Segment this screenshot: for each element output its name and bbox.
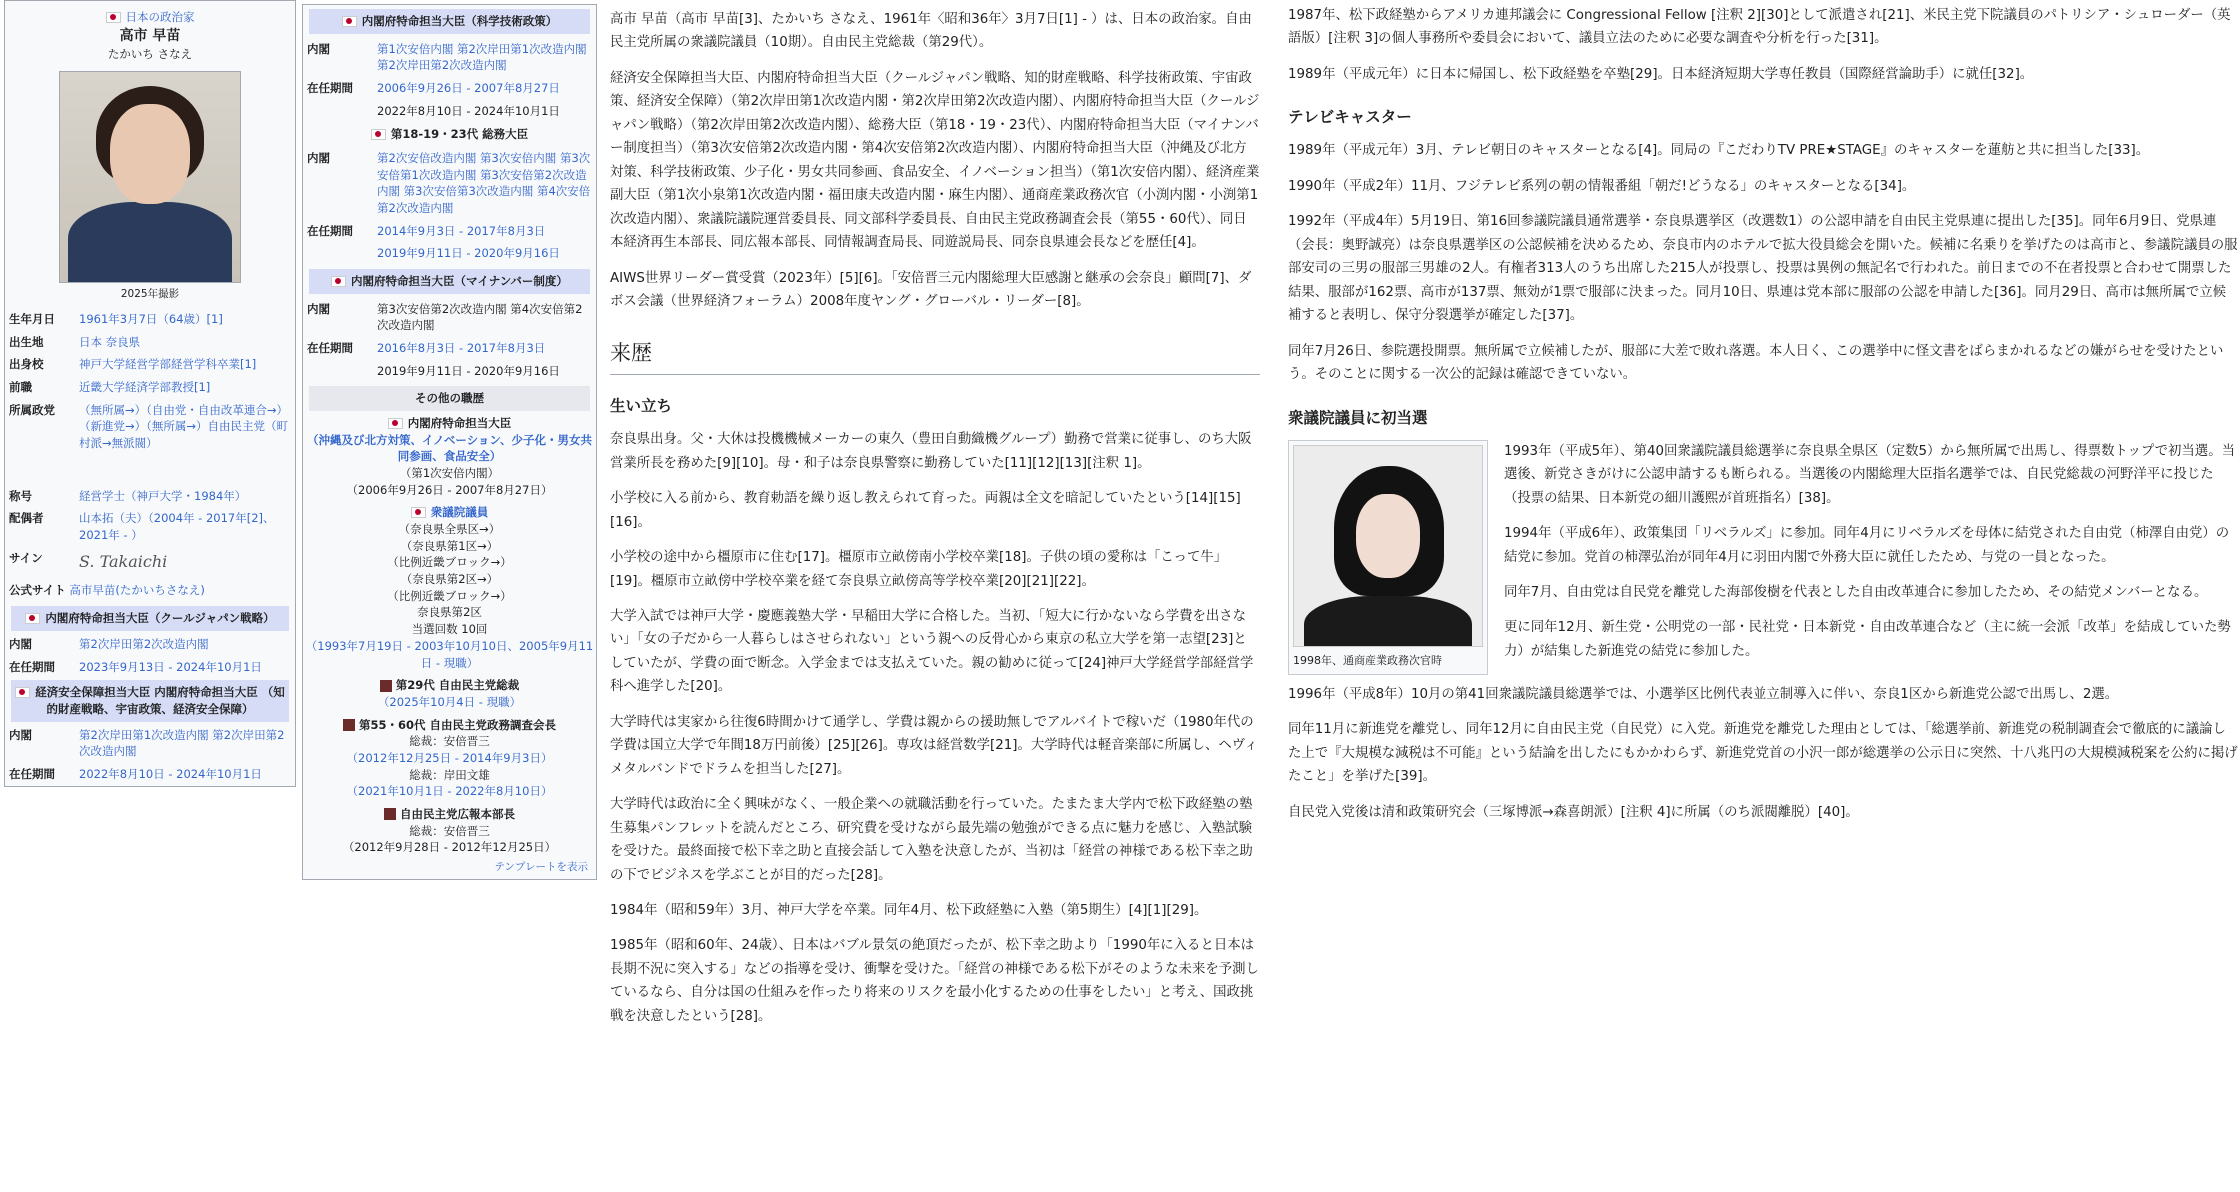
other5-line: 総裁：安倍晋三 xyxy=(409,823,490,838)
show-template-link[interactable]: テンプレートを表示 xyxy=(494,860,588,873)
lead-paragraph: AIWS世界リーダー賞受賞（2023年）[5][6]。「安倍晋三元内閣総理大臣感謝と継承の会奈良」顧問[7]、ダボス会議（世界経済フォーラム）2008年度ヤング・グローバル・リーダー[8]。 xyxy=(610,270,1252,309)
other1-cabinet: （第1次安倍内閣） xyxy=(399,466,500,481)
subsection-heading: 生い立ち xyxy=(610,397,673,416)
other4-line[interactable]: （2012年12月25日 - 2014年9月3日） xyxy=(346,750,553,765)
japan-flag-icon xyxy=(411,507,426,518)
portrait-photo[interactable] xyxy=(59,71,241,283)
paragraph: 1987年、松下政経塾からアメリカ連邦議会に Congressional Fellow [注釈 2][30]として派遣され[21]、米民主党下院議員のパトリシア・シュローダー（英語版）[注釈 3]の個人事務所や委員会において、議員立法のために必要な調査や分析を行った[31]。 xyxy=(1288,8,2231,47)
label-term: 在任期間 xyxy=(9,767,55,782)
label-cabinet: 内閣 xyxy=(307,151,330,166)
position-band-security[interactable] xyxy=(11,680,289,721)
value-birthdate[interactable]: 1961年3月7日（64歳）[1] xyxy=(79,311,223,326)
label-website: 公式サイト xyxy=(9,582,66,597)
other2-line: （比例近畿ブロック→） xyxy=(387,588,512,603)
paragraph: 奈良県出身。父・大休は投機機械メーカーの東久（豊田自動織機グループ）勤務で営業に従事し、のち大阪営業所長を務めた[9][10]。母・和子は奈良県警察に勤務していた[11][12][13][注釈 1]。 xyxy=(610,432,1252,471)
other3-title[interactable]: 第29代 自由民主党総裁 xyxy=(395,678,520,693)
article-body-right xyxy=(1288,4,2238,836)
value-degree[interactable]: 経営学士（神戸大学・1984年） xyxy=(79,488,247,503)
other2-title[interactable]: 衆議院議員 xyxy=(430,505,489,520)
position-band-internal-affairs[interactable] xyxy=(309,126,590,143)
label-birthdate: 生年月日 xyxy=(9,311,55,326)
other-position-1 xyxy=(303,415,596,498)
paragraph: 1992年（平成4年）5月19日、第16回参議院議員通常選挙・奈良県選挙区（改選数1）の公認申請を自由民主党県連に提出した[35]。同年6月9日、党県連（会長：奥野誠亮）は奈良県選挙区の公認候補を決めるため、奈良市内のホテルで拡大役員総会を開いた。候補に名乗りを挙げたのは高市と、参議院議員の服部安司の三男の服部三男雄の2人。有権者313人のうち出席した215人が投票し、投票は異例の無記名で行われた。前日までの不在者投票と合わせて開票した結果、服部が162票、高市が137票、無効が1票で服部に決まった。同月10日、県連は党本部に服部の公認を申請した[36]。同月29日、高市は無所属で立候補すると表明し、保守分裂選挙が確定した[37]。 xyxy=(1288,214,2238,324)
paragraph: 1990年（平成2年）11月、フジテレビ系列の朝の情報番組「朝だ!どうなる」のキャスターとなる[34]。 xyxy=(1288,178,1916,194)
section-heading: 来歴 xyxy=(610,335,1260,375)
position-band-cooljapan[interactable] xyxy=(11,606,289,631)
value-spouse[interactable]: 山本拓（夫）（2004年 - 2017年[2]、2021年 - ） xyxy=(79,511,275,542)
label-empty xyxy=(303,100,373,123)
japan-flag-icon xyxy=(342,16,357,27)
label-term: 在任期間 xyxy=(307,223,353,238)
paragraph: 自民党入党後は清和政策研究会（三塚博派→森喜朗派）[注釈 4]に所属（のち派閥離脱）[40]。 xyxy=(1288,804,1859,820)
other2-line: （奈良県第1区→） xyxy=(400,538,499,553)
label-previous-job: 前職 xyxy=(9,379,32,394)
band-label: 内閣府特命担当大臣（クールジャパン戦略） xyxy=(45,611,275,626)
value-term-2[interactable]: 2019年9月11日 - 2020年9月16日 xyxy=(377,246,560,261)
label-term: 在任期間 xyxy=(307,341,353,356)
other2-term[interactable]: （1993年7月19日 - 2003年10月10日、2005年9月11日 - 現職） xyxy=(305,638,594,670)
japan-flag-icon xyxy=(371,129,386,140)
party-emblem-icon xyxy=(384,808,396,820)
other2-line: （比例近畿ブロック→） xyxy=(387,555,512,570)
other1-portfolio[interactable]: （沖縄及び北方対策、イノベーション、少子化・男女共同参画、食品安全） xyxy=(307,432,592,464)
other2-line: 当選回数 10回 xyxy=(411,622,488,637)
value-term[interactable]: 2023年9月13日 - 2024年10月1日 xyxy=(79,659,262,674)
paragraph: 小学校の途中から橿原市に住む[17]。橿原市立畝傍南小学校卒業[18]。子供の頃の愛称は「こって牛」[19]。橿原市立畝傍中学校卒業を経て奈良県立畝傍高等学校卒業[20][21][22]。 xyxy=(610,550,1228,589)
other-positions-header: その他の職歴 xyxy=(309,386,590,411)
party-emblem-icon xyxy=(343,719,355,731)
value-term[interactable]: 2014年9月3日 - 2017年8月3日 xyxy=(377,223,546,238)
value-cabinet[interactable]: 第2次安倍改造内閣 第3次安倍内閣 第3次安倍第1次改造内閣 第3次安倍第2次改造内閣 第3次安倍第3次改造内閣 第4次安倍第2次改造内閣 xyxy=(377,151,591,216)
label-cabinet: 内閣 xyxy=(9,727,32,742)
position-band-science[interactable] xyxy=(309,9,590,34)
value-term[interactable]: 2022年8月10日 - 2024年10月1日 xyxy=(79,767,262,782)
subsection-heading: 衆議院議員に初当選 xyxy=(1288,408,1428,427)
paragraph: 1989年（平成元年）3月、テレビ朝日のキャスターとなる[4]。同局の『こだわりTV PRE★STAGE』のキャスターを蓮舫と共に担当した[33]。 xyxy=(1288,143,2150,159)
thumbnail-caption: 1998年、通商産業政務次官時 xyxy=(1293,653,1442,667)
paragraph: 同年7月26日、参院選投開票。無所属で立候補したが、服部に大差で敗れ落選。本人日く、この選挙中に怪文書をばらまかれるなどの嫌がらせを受けたという。そのことに関する一次公的記録は確認できていない。 xyxy=(1288,343,2224,383)
paragraph: 小学校に入る前から、教育勅語を繰り返し教えられて育った。両親は全文を暗記していたという[14][15][16]。 xyxy=(610,491,1241,530)
subsection-heading: テレビキャスター xyxy=(1288,108,1412,127)
person-name: 高市 早苗 xyxy=(119,27,181,44)
value-cabinet[interactable]: 第2次岸田第2次改造内閣 xyxy=(79,637,209,652)
paragraph: 大学入試では神戸大学・慶應義塾大学・早稲田大学に合格した。当初、「短大に行かないなら学費を出さない」「女の子だから一人暮らしはさせられない」という親への反骨心から東京の私立大学を第一志望[23]としていたが、学費の面で断念。入学金までは支払えていた。親の勧めに従って[24]神戸大学経営学部経営学科へ進学した[20]。 xyxy=(610,609,1254,695)
other-position-5 xyxy=(303,806,596,856)
other4-line[interactable]: （2021年10月1日 - 2022年8月10日） xyxy=(346,784,553,799)
value-term[interactable]: 2006年9月26日 - 2007年8月27日 xyxy=(377,81,560,96)
value-school[interactable]: 神戸大学経営学部経営学科卒業[1] xyxy=(79,357,257,372)
paragraph: 大学時代は実家から往復6時間かけて通学し、学費は親からの援助無しでアルバイトで稼いだ（1980年代の学費は国立大学で年間18万円前後）[25][26]。専攻は経営数学[21]。大学時代は軽音楽部に所属し、ヘヴィメタルバンドでドラムを担当した[27]。 xyxy=(610,714,1258,777)
label-school: 出身校 xyxy=(9,357,44,372)
paragraph: 大学時代は政治に全く興味がなく、一般企業への就職活動を行っていた。たまたま大学内で松下政経塾の塾生募集パンフレットを読んだところ、研究費を受けながら最先端の勉強ができる点に魅力を感じ、入塾試験を受けた。最終面接で松下幸之助と直接会話して入塾を決意したが、当初は「経営の神様である松下幸之助の下でビジネスを学ぶことが目的だった[28]。 xyxy=(610,797,1253,883)
band-label: 経済安全保障担当大臣 内閣府特命担当大臣 （知的財産戦略、宇宙政策、経済安全保障） xyxy=(35,685,285,717)
official-site-link[interactable]: 高市早苗(たかいちさなえ) xyxy=(69,582,205,597)
japan-flag-icon xyxy=(388,418,403,429)
value-cabinet[interactable]: 第2次岸田第1次改造内閣 第2次岸田第2次改造内閣 xyxy=(79,727,285,759)
other-position-2 xyxy=(303,504,596,671)
other2-line: （奈良県第2区→） xyxy=(400,572,499,587)
value-cabinet[interactable]: 第1次安倍内閣 第2次岸田第1次改造内閣 第2次岸田第2次改造内閣 xyxy=(377,41,587,73)
label-cabinet: 内閣 xyxy=(307,41,330,56)
label-birthplace: 出生地 xyxy=(9,334,44,349)
label-signature: サイン xyxy=(9,550,43,565)
category-link[interactable]: 日本の政治家 xyxy=(125,10,195,24)
infobox-positions xyxy=(302,4,597,880)
band-label: 第18-19・23代 総務大臣 xyxy=(390,127,529,142)
other5-title[interactable]: 自由民主党広報本部長 xyxy=(400,806,515,821)
other4-line: 総裁：岸田文雄 xyxy=(409,767,490,782)
label-empty xyxy=(303,360,373,383)
paragraph: 1996年（平成8年）10月の第41回衆議院議員総選挙では、小選挙区比例代表並立制導入に伴い、奈良1区から新進党公認で出馬し、2選。 xyxy=(1288,686,2119,702)
other2-line: 奈良県第2区 xyxy=(417,605,482,620)
paragraph: 同年7月、自由党は自民党を離党した海部俊樹を代表とした自由改革連合に参加したため、その結党メンバーとなる。 xyxy=(1504,584,2208,600)
label-cabinet: 内閣 xyxy=(307,301,330,316)
signature-image: S. Takaichi xyxy=(79,551,168,571)
label-term: 在任期間 xyxy=(9,659,55,674)
paragraph: 1994年（平成6年）、政策集団「リベラルズ」に参加。同年4月にリベラルズを母体に結党された自由党（柿澤自由党）の結党に参加。党首の柿澤弘治が同年4月に羽田内閣で外務大臣に就任したため、与党の一員となった。 xyxy=(1504,526,2230,565)
label-cabinet: 内閣 xyxy=(9,637,32,652)
other1-title: 内閣府特命担当大臣 xyxy=(407,416,512,431)
value-term-2: 2019年9月11日 - 2020年9月16日 xyxy=(377,363,560,378)
band-label: 内閣府特命担当大臣（科学技術政策） xyxy=(361,14,558,28)
article-body-left xyxy=(610,8,1260,1040)
label-empty xyxy=(303,242,373,265)
label-term: 在任期間 xyxy=(307,81,353,96)
other4-title[interactable]: 第55・60代 自由民主党政務調査会長 xyxy=(358,717,556,732)
value-party[interactable]: （無所属→）（自由党・自由改革連合→）（新進党→）（無所属→）自由民主党（町村派→無派閥） xyxy=(79,402,289,450)
paragraph: 1993年（平成5年）、第40回衆議院議員総選挙に奈良県全県区（定数5）から無所属で出馬し、得票数トップで初当選。当選後、新党さきがけに公認申請するも断られる。当選後の内閣総理大臣指名選挙では、自民党総裁の河野洋平に投じた（投票の結果、日本新党の細川護熙が首班指名）[38]。 xyxy=(1504,443,2235,506)
japan-flag-icon xyxy=(15,687,30,698)
other-position-3 xyxy=(303,677,596,710)
value-term[interactable]: 2016年8月3日 - 2017年8月3日 xyxy=(377,341,546,356)
japan-flag-icon xyxy=(25,613,40,624)
person-kana: たかいち さなえ xyxy=(107,46,193,61)
paragraph: 1984年（昭和59年）3月、神戸大学を卒業。同年4月、松下政経塾に入塾（第5期生）[4][1][29]。 xyxy=(610,903,1208,919)
label-party: 所属政党 xyxy=(9,402,55,417)
paragraph: 更に同年12月、新生党・公明党の一部・民社党・日本新党・自由改革連合など（主に統一会派「改革」を結成していた勢力）が結集した新進党の結党に参加した。 xyxy=(1504,620,2231,659)
other-position-4 xyxy=(303,717,596,800)
thumbnail-photo[interactable] xyxy=(1293,445,1483,647)
label-spouse: 配偶者 xyxy=(9,511,44,526)
value-cabinet: 第3次安倍第2次改造内閣 第4次安倍第2次改造内閣 xyxy=(377,301,583,333)
other1-term: （2006年9月26日 - 2007年8月27日） xyxy=(346,482,553,497)
photo-caption: 2025年撮影 xyxy=(120,287,180,300)
lead-paragraph: 経済安全保障担当大臣、内閣府特命担当大臣（クールジャパン戦略、知的財産戦略、科学技術政策、宇宙政策、経済安全保障）（第2次岸田第1次改造内閣・第2次岸田第2次改造内閣）、内閣府特命担当大臣（クールジャパン戦略）（第2次岸田第2次改造内閣）、総務大臣（第18・19・23代）、内閣府特命担当大臣（マイナンバー制度担当）（第3次安倍第2次改造内閣・第4次安倍第2次改造内閣）、内閣府特命担当大臣（沖縄及び北方対策、科学技術政策、少子化・男女共同参画、食品安全、イノベーション担当）（第1次安倍内閣）、経済産業副大臣（第1次小泉第1次改造内閣・福田康夫改造内閣・麻生内閣）、通商産業政務次官（小渕内閣・小渕第1次改造内閣）、衆議院議院運営委員長、同文部科学委員長、自由民主党政務調査会長（第55・60代）、同日本経済再生本部長、同広報本部長、同情報調査局長、同遊説局長、同奈良県連会長などを歴任[4]。 xyxy=(610,70,1260,251)
lead-paragraph: 高市 早苗（高市 早苗[3]、たかいち さなえ、1961年〈昭和36年〉3月7日[1] - ）は、日本の政治家。自由民主党所属の衆議院議員（10期）。自由民主党総裁（第29代）。 xyxy=(610,12,1252,51)
value-birthplace[interactable]: 日本 奈良県 xyxy=(79,334,141,349)
other3-term[interactable]: （2025年10月4日 - 現職） xyxy=(377,694,522,709)
value-term-2: 2022年8月10日 - 2024年10月1日 xyxy=(377,103,560,118)
japan-flag-icon xyxy=(106,12,121,23)
value-previous-job[interactable]: 近畿大学経済学部教授[1] xyxy=(79,379,211,394)
label-degree: 称号 xyxy=(9,488,32,503)
band-label: 内閣府特命担当大臣（マイナンバー制度） xyxy=(351,274,568,289)
other2-line: （奈良県全県区→） xyxy=(398,522,501,537)
paragraph: 同年11月に新進党を離党し、同年12月に自由民主党（自民党）に入党。新進党を離党した理由としては、「総選挙前、新進党の税制調査会で徹底的に議論した上で『大規模な減税は不可能』という結論を出したにもかかわらず、新進党党首の小沢一郎が総選挙の公示日に突然、十八兆円の大規模減税案を公約に掲げたこと」を挙げた[39]。 xyxy=(1288,722,2238,785)
position-band-mynumber[interactable] xyxy=(309,269,590,294)
thumbnail-figure[interactable] xyxy=(1288,440,1488,675)
japan-flag-icon xyxy=(331,276,346,287)
other5-line: （2012年9月28日 - 2012年12月25日） xyxy=(342,840,557,855)
infobox-facts xyxy=(5,308,295,576)
other4-line: 総裁：安倍晋三 xyxy=(409,734,490,749)
infobox-main xyxy=(4,0,296,787)
party-emblem-icon xyxy=(380,680,392,692)
paragraph: 1989年（平成元年）に日本に帰国し、松下政経塾を卒塾[29]。日本経済短期大学専任教員（国際経営論助手）に就任[32]。 xyxy=(1288,66,2034,82)
paragraph: 1985年（昭和60年、24歳）、日本はバブル景気の絶頂だったが、松下幸之助より「1990年に入ると日本は長期不況に突入する」などの指導を受け、衝撃を受けた。「経営の神様である松下がそのような未来を予測しているなら、自分は国の仕組みを作ったり将来のリスクを最小化するための仕事をしたい」と考え、国政挑戦を決意したという[28]。 xyxy=(610,938,1259,1024)
